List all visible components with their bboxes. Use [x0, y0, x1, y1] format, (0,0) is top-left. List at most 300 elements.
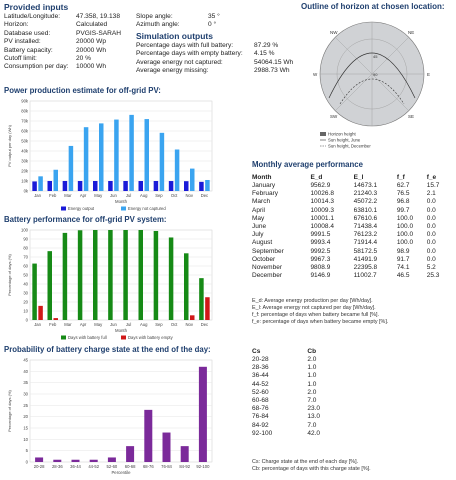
monthly-cell: 71914.4 — [353, 239, 378, 247]
x-tick-label: 84-92 — [179, 464, 191, 469]
label-e: E — [427, 72, 431, 77]
legend-june: Sun height, June — [328, 137, 361, 143]
sim-label: Average energy missing: — [136, 67, 209, 75]
bar — [145, 119, 150, 191]
y-axis-label: Percentage of days (%) — [7, 390, 12, 432]
monthly-cell: 62.7 — [396, 182, 410, 189]
monthly-cell: 9967.3 — [310, 255, 331, 263]
monthly-cell: November — [252, 264, 282, 272]
x-tick-label: May — [94, 322, 103, 327]
x-tick-label: Mar — [64, 193, 72, 198]
monthly-row — [252, 248, 450, 256]
monthly-cell: December — [252, 272, 282, 280]
bar — [93, 230, 98, 320]
x-tick-label: 92-100 — [196, 464, 210, 469]
legend-label: Days with battery full — [68, 335, 107, 340]
input-label: Consumption per day: — [4, 63, 69, 71]
x-tick-label: Sep — [155, 193, 163, 198]
sim-row — [136, 67, 293, 75]
y-tick-label: 60 — [23, 263, 28, 269]
monthly-row — [252, 239, 450, 247]
bar — [139, 230, 144, 320]
legend-swatch — [61, 207, 66, 211]
charge-note: Cs: Charge state at the end of each day [%]. — [252, 459, 359, 465]
monthly-note: E_d: Average energy production per day [Wh/day]. — [252, 298, 373, 304]
monthly-cell: 2.1 — [426, 190, 436, 198]
charge-row — [252, 413, 342, 421]
monthly-row — [252, 256, 450, 264]
y-tick-label: 50 — [23, 272, 28, 278]
input-value: 20000 Wh — [76, 46, 107, 54]
monthly-cell: 21240.3 — [353, 190, 378, 198]
x-tick-label: Dec — [200, 322, 209, 327]
y-tick-label: 25 — [23, 402, 28, 408]
charge-cell: 23.0 — [307, 405, 321, 413]
bar — [184, 253, 189, 320]
legend-label: Energy output — [68, 206, 95, 211]
x-tick-label: Aug — [140, 193, 148, 198]
monthly-cell: 9991.5 — [310, 231, 331, 239]
bar — [114, 120, 119, 191]
monthly-row — [252, 223, 450, 231]
bar — [123, 181, 128, 191]
angle-value: 0 ° — [208, 21, 217, 29]
monthly-cell: February — [252, 190, 279, 198]
monthly-header: E_l — [353, 174, 364, 181]
input-value: Calculated — [76, 21, 108, 29]
charge-cell: 1.0 — [307, 372, 317, 380]
label-45: 45 — [373, 54, 378, 59]
monthly-header: f_e — [426, 174, 437, 181]
y-tick-label: 30k — [21, 158, 28, 164]
charge-cell: 84-92 — [252, 421, 269, 429]
simulation-outputs-title: Simulation outputs — [136, 31, 213, 41]
x-axis-label: Month — [115, 199, 127, 204]
bar — [63, 181, 68, 191]
bar — [108, 457, 116, 462]
charge-cell: 60-68 — [252, 397, 269, 405]
sim-label: Percentage days with full battery: — [136, 42, 234, 49]
monthly-cell: 71438.4 — [353, 223, 378, 231]
bar — [78, 230, 83, 320]
bar — [169, 237, 174, 320]
monthly-cell: 9993.4 — [310, 239, 331, 247]
bar — [190, 315, 195, 320]
monthly-cell: 76.5 — [396, 190, 410, 198]
monthly-cell: 100.0 — [396, 239, 414, 247]
monthly-row — [252, 215, 450, 223]
input-label: Cutoff limit: — [4, 55, 37, 63]
y-tick-label: 40 — [23, 281, 28, 287]
monthly-cell: 9808.9 — [310, 264, 331, 272]
input-value: PVGIS-SARAH — [76, 29, 122, 37]
monthly-cell: 98.9 — [396, 247, 410, 255]
x-tick-label: 28-36 — [51, 464, 63, 469]
bar — [139, 181, 144, 191]
charge-cell: 44-52 — [252, 380, 269, 388]
bar — [126, 446, 134, 462]
bar — [184, 181, 189, 191]
bar — [90, 460, 98, 462]
charge-cell: 76-84 — [252, 413, 269, 421]
legend-swatch — [121, 336, 126, 340]
monthly-cell: 0.0 — [426, 198, 436, 206]
monthly-cell: 9146.9 — [310, 272, 331, 280]
monthly-cell: 0.0 — [426, 223, 436, 231]
monthly-title: Monthly average performance — [252, 160, 363, 169]
sim-row — [136, 42, 293, 50]
y-tick-label: 10k — [21, 178, 28, 184]
power-production-title: Power production estimate for off-grid PV: — [4, 86, 161, 95]
label-sw: SW — [330, 114, 338, 119]
y-tick-label: 70 — [23, 254, 28, 260]
x-tick-label: Aug — [140, 322, 148, 327]
monthly-cell: 5.2 — [426, 264, 436, 272]
bar — [53, 460, 61, 462]
monthly-cell: 67610.6 — [353, 214, 378, 222]
monthly-cell: 10014.3 — [310, 198, 334, 206]
monthly-cell: 0.0 — [426, 206, 436, 214]
x-tick-label: Oct — [170, 193, 178, 198]
x-tick-label: Jan — [34, 322, 41, 327]
y-tick-label: 100 — [21, 227, 28, 233]
charge-row — [252, 422, 342, 430]
legend-swatch — [61, 336, 66, 340]
x-tick-label: Apr — [79, 193, 87, 198]
angle-label: Azimuth angle: — [136, 21, 180, 29]
power-production-chart — [4, 97, 218, 215]
monthly-cell: March — [252, 198, 271, 206]
x-tick-label: Nov — [185, 193, 193, 198]
input-label: Battery capacity: — [4, 46, 53, 54]
charge-cell: 28-36 — [252, 364, 269, 372]
bar — [84, 127, 89, 191]
x-tick-label: Jul — [125, 193, 132, 198]
input-label: Database used: — [4, 29, 51, 37]
bar — [54, 318, 59, 320]
bar — [154, 181, 159, 191]
monthly-cell: 25.3 — [426, 272, 440, 280]
y-tick-label: 40 — [23, 368, 28, 374]
charge-cell: 68-76 — [252, 405, 269, 413]
charge-header: Cb — [307, 348, 317, 355]
bar — [199, 367, 207, 462]
input-value: 47.358, 19.138 — [76, 13, 120, 20]
bar — [144, 410, 152, 462]
charge-cell: 42.0 — [307, 429, 321, 437]
bar — [108, 230, 113, 320]
charge-row — [252, 356, 342, 364]
bar — [169, 181, 174, 191]
bar — [108, 181, 113, 191]
x-tick-label: Jan — [34, 193, 41, 198]
monthly-cell: 9992.5 — [310, 247, 331, 255]
charge-cell: 7.0 — [307, 421, 317, 429]
bar — [38, 306, 43, 320]
bar — [205, 297, 210, 320]
legend-horizon: Horizon height — [328, 131, 356, 137]
monthly-cell: 0.0 — [426, 231, 436, 239]
x-tick-label: Jun — [110, 193, 117, 198]
monthly-cell: 58172.5 — [353, 247, 378, 255]
monthly-cell: 22395.8 — [353, 264, 378, 272]
label-nw: NW — [330, 30, 338, 35]
charge-row — [252, 381, 342, 389]
charge-row — [252, 372, 342, 380]
x-tick-label: Mar — [64, 322, 72, 327]
charge-cell: 2.0 — [307, 356, 317, 363]
charge-cell: 52-60 — [252, 388, 269, 396]
y-tick-label: 50k — [21, 138, 28, 144]
monthly-cell: 46.5 — [396, 272, 410, 280]
y-tick-label: 90k — [21, 98, 28, 104]
bar — [199, 182, 204, 191]
input-row — [4, 63, 121, 71]
bar — [154, 231, 159, 320]
monthly-cell: 0.0 — [426, 247, 436, 255]
bar — [38, 176, 43, 191]
y-axis-label: PV output per day (Wh) — [7, 125, 12, 167]
label-w: W — [313, 72, 318, 77]
x-tick-label: 60-68 — [124, 464, 136, 469]
y-tick-label: 80 — [23, 245, 28, 251]
y-tick-label: 90 — [23, 236, 28, 242]
legend-december: Sun height, December — [328, 143, 371, 149]
monthly-header: E_d — [310, 174, 323, 181]
monthly-row — [252, 182, 450, 190]
monthly-row — [252, 198, 450, 206]
probability-title: Probability of battery charge state at the end of the day: — [4, 345, 211, 354]
monthly-cell: 15.7 — [426, 182, 440, 189]
charge-row — [252, 389, 342, 397]
monthly-row — [252, 207, 450, 215]
monthly-cell: 91.7 — [396, 255, 410, 263]
monthly-header: Month — [252, 174, 272, 181]
x-tick-label: Nov — [185, 322, 193, 327]
label-90: 90 — [373, 72, 378, 77]
x-tick-label: Jun — [110, 322, 117, 327]
monthly-cell: May — [252, 214, 265, 222]
bar — [160, 133, 165, 191]
bar — [35, 457, 43, 462]
charge-cell: 13.0 — [307, 413, 321, 421]
bar — [175, 150, 180, 191]
monthly-cell: 10008.4 — [310, 223, 334, 231]
bar — [205, 180, 210, 191]
charge-cell: 20-28 — [252, 356, 269, 363]
sim-value: 54064.15 Wh — [254, 58, 294, 66]
charge-note: Cb: percentage of days with this charge state [%]. — [252, 466, 371, 472]
input-row — [4, 21, 121, 29]
bar — [99, 123, 104, 191]
horizon-plot — [312, 14, 456, 154]
input-value: 20000 Wp — [76, 38, 107, 46]
y-tick-label: 45 — [23, 357, 28, 363]
x-axis-label: Month — [115, 328, 127, 333]
x-tick-label: May — [94, 193, 103, 198]
bar — [63, 233, 68, 320]
input-value: 20 % — [76, 55, 92, 63]
monthly-cell: January — [252, 182, 276, 189]
y-tick-label: 0k — [23, 188, 28, 194]
monthly-notes — [252, 298, 388, 326]
sim-row — [136, 50, 293, 58]
x-tick-label: 36-44 — [70, 464, 81, 469]
y-axis-label: Percentage of days (%) — [7, 254, 12, 296]
bar — [32, 181, 37, 191]
y-tick-label: 20 — [23, 299, 28, 305]
probability-chart — [4, 356, 218, 478]
x-tick-label: 68-76 — [142, 464, 154, 469]
y-tick-label: 30 — [23, 290, 28, 296]
y-tick-label: 10 — [23, 308, 28, 314]
monthly-header: f_f — [396, 174, 405, 181]
label-ne: NE — [408, 30, 415, 35]
charge-row — [252, 364, 342, 372]
charge-cell: 7.0 — [307, 397, 317, 405]
battery-performance-title: Battery performance for off-grid PV system: — [4, 215, 167, 224]
charge-row — [252, 397, 342, 405]
monthly-table — [252, 174, 450, 280]
x-tick-label: 76-84 — [161, 464, 172, 469]
sim-value: 87.29 % — [254, 42, 279, 49]
input-label: Latitude/Longitude: — [4, 13, 61, 20]
monthly-row — [252, 190, 450, 198]
x-axis-label: Percentile — [111, 470, 131, 475]
charge-row — [252, 405, 342, 413]
input-value: 10000 Wh — [76, 63, 107, 71]
monthly-cell: 100.0 — [396, 214, 414, 222]
monthly-cell: 41491.9 — [353, 255, 378, 263]
input-label: Horizon: — [4, 21, 29, 29]
monthly-row — [252, 264, 450, 272]
charge-table — [252, 348, 342, 438]
charge-row — [252, 430, 342, 438]
charge-cell: 92-100 — [252, 429, 273, 437]
input-label: PV installed: — [4, 38, 41, 46]
monthly-cell: September — [252, 247, 284, 255]
angle-label: Slope angle: — [136, 13, 173, 20]
bar — [48, 251, 53, 320]
monthly-cell: 100.0 — [396, 231, 414, 239]
y-tick-label: 30 — [23, 391, 28, 397]
sim-list — [136, 42, 293, 76]
input-row — [4, 55, 121, 63]
monthly-row — [252, 231, 450, 239]
sim-value: 2988.73 Wh — [254, 67, 290, 75]
y-tick-label: 20 — [23, 414, 28, 420]
monthly-cell: 0.0 — [426, 214, 436, 222]
bar — [72, 460, 80, 462]
monthly-cell: 11002.7 — [353, 272, 377, 280]
sim-value: 4.15 % — [254, 50, 275, 58]
monthly-row — [252, 272, 450, 280]
bar — [32, 264, 37, 320]
x-tick-label: 44-52 — [88, 464, 100, 469]
sim-label: Average energy not captured: — [136, 58, 223, 66]
bar — [48, 181, 53, 191]
legend-swatch — [121, 207, 126, 211]
bar — [190, 169, 195, 191]
charge-header: Cs — [252, 348, 261, 355]
monthly-note: E_l: Average energy not captured per day [Wh/day]. — [252, 305, 376, 311]
input-row — [4, 13, 121, 21]
input-row — [4, 30, 121, 38]
monthly-cell: 99.7 — [396, 206, 410, 214]
y-tick-label: 20k — [21, 168, 28, 174]
monthly-cell: 74.1 — [396, 264, 410, 272]
y-tick-label: 40k — [21, 148, 28, 154]
battery-performance-chart — [4, 226, 218, 344]
x-tick-label: Sep — [155, 322, 163, 327]
monthly-note: f_e: percentage of days when battery became empty [%]. — [252, 319, 389, 325]
monthly-cell: 10026.8 — [310, 190, 334, 198]
monthly-cell: 45072.2 — [353, 198, 378, 206]
monthly-cell: 10009.3 — [310, 206, 334, 214]
monthly-cell: 9562.9 — [310, 182, 331, 189]
legend-label: Energy not captured — [128, 206, 166, 211]
x-tick-label: Oct — [170, 322, 178, 327]
bar — [181, 446, 189, 462]
y-tick-label: 5 — [25, 448, 28, 454]
y-tick-label: 15 — [23, 425, 28, 431]
monthly-cell: 76123.2 — [353, 231, 378, 239]
y-tick-label: 10 — [23, 436, 28, 442]
y-tick-label: 35 — [23, 380, 28, 386]
y-tick-label: 60k — [21, 128, 28, 134]
charge-notes — [252, 459, 371, 473]
x-tick-label: 52-60 — [106, 464, 118, 469]
monthly-cell: 14673.1 — [353, 182, 378, 189]
charge-cell: 36-44 — [252, 372, 269, 380]
bar — [129, 115, 134, 191]
sim-label: Percentage days with empty battery: — [136, 50, 243, 58]
monthly-cell: 100.0 — [396, 223, 414, 231]
monthly-cell: 0.0 — [426, 239, 436, 247]
monthly-cell: August — [252, 239, 273, 247]
monthly-cell: 63810.1 — [353, 206, 378, 214]
x-tick-label: Feb — [49, 193, 57, 198]
inputs-list — [4, 13, 121, 72]
monthly-note: f_f: percentage of days when battery became full [%]. — [252, 312, 380, 318]
monthly-cell: October — [252, 255, 276, 263]
bar — [93, 181, 98, 191]
y-tick-label: 0 — [25, 459, 28, 465]
x-tick-label: 20-28 — [33, 464, 45, 469]
monthly-cell: 96.8 — [396, 198, 410, 206]
x-tick-label: Jul — [125, 322, 132, 327]
y-tick-label: 80k — [21, 108, 28, 114]
horizon-title: Outline of horizon at chosen location: — [301, 2, 445, 11]
monthly-cell: June — [252, 223, 267, 231]
x-tick-label: Dec — [200, 193, 209, 198]
legend-label: Days with battery empty — [128, 335, 173, 340]
y-tick-label: 0 — [25, 317, 28, 323]
monthly-cell: 0.0 — [426, 255, 436, 263]
charge-cell: 1.0 — [307, 364, 317, 372]
bar — [78, 181, 83, 191]
bar — [123, 230, 128, 320]
label-se: SE — [408, 114, 415, 119]
sim-row — [136, 59, 293, 67]
x-tick-label: Feb — [49, 322, 57, 327]
charge-cell: 2.0 — [307, 388, 317, 396]
provided-inputs-title: Provided inputs — [4, 2, 69, 12]
monthly-cell: July — [252, 231, 264, 239]
bar — [54, 170, 59, 191]
angle-row — [136, 21, 220, 29]
bar — [69, 146, 74, 191]
